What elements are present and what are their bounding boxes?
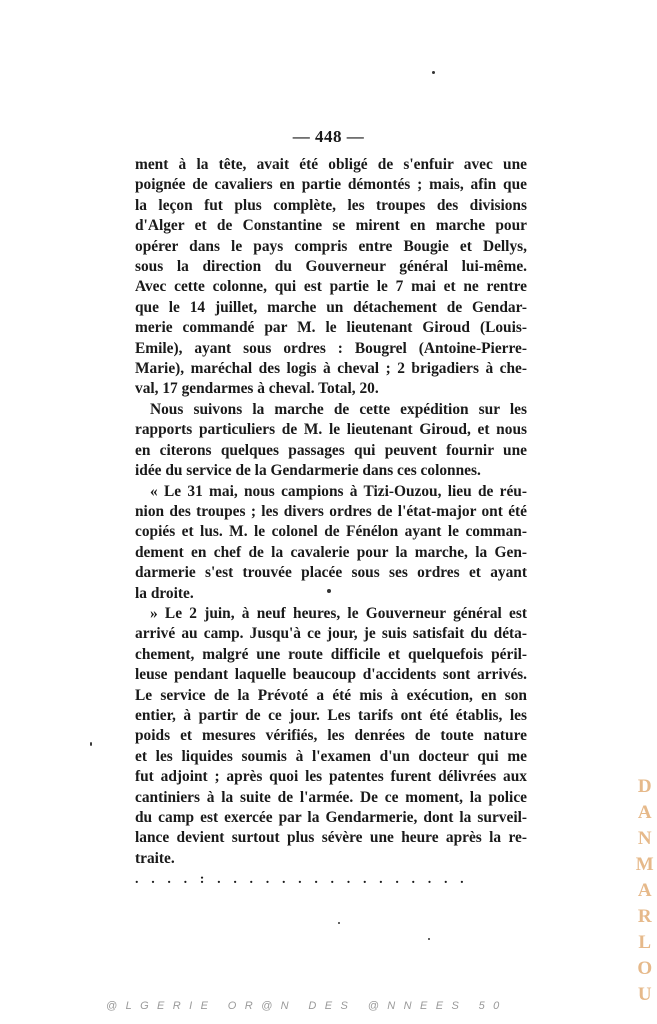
text-line: fut adjoint ; après quoi les patentes furent délivrées aux bbox=[135, 768, 527, 786]
text-line: chement, malgré une route difficile et quelquefois péril- bbox=[135, 645, 527, 663]
footer-watermark: @LGERIE OR@N DES @NNEES 50 bbox=[106, 1000, 508, 1012]
text-line: la leçon fut plus complète, les troupes des divisions bbox=[135, 196, 527, 214]
text-line: poids et mesures vérifiés, les denrées de toute nature bbox=[135, 727, 527, 745]
text-line: arrivé au camp. Jusqu'à ce jour, je suis satisfait du déta- bbox=[135, 625, 527, 643]
text-line: ment à la tête, avait été obligé de s'enfuir avec une bbox=[135, 156, 527, 173]
text-line: sous la direction du Gouverneur général lui-même. bbox=[135, 258, 527, 276]
text-line: opérer dans le pays compris entre Bougie et Dellys, bbox=[135, 237, 527, 255]
text-line: merie commandé par M. le lieutenant Giroud (Louis- bbox=[135, 319, 527, 337]
text-line: Emile), ayant sous ordres : Bougrel (Antoine-Pierre- bbox=[135, 339, 527, 357]
text-line: darmerie s'est trouvée placée sous ses ordres et ayant bbox=[135, 564, 527, 582]
text-line: nion des troupes ; les divers ordres de l'état-major ont été bbox=[135, 502, 527, 520]
text-line: d'Alger et de Constantine se mirent en marche pour bbox=[135, 217, 527, 235]
text-line: Nous suivons la marche de cette expédition sur les bbox=[150, 400, 527, 418]
print-speck bbox=[327, 589, 331, 593]
text-line: idée du service de la Gendarmerie dans ces colonnes. bbox=[135, 462, 481, 480]
text-line: dement en chef de la cavalerie pour la marche, la Gen- bbox=[135, 543, 527, 561]
text-line: lance devient surtout plus sévère une heure après la re- bbox=[135, 829, 527, 847]
text-line: rapports particuliers de M. le lieutenant Giroud, et nous bbox=[135, 421, 527, 439]
text-line: poignée de cavaliers en partie démontés ; mais, afin que bbox=[135, 176, 527, 194]
page-number: — 448 — bbox=[292, 127, 365, 146]
text-line: la droite. bbox=[135, 584, 194, 602]
text-line: entier, à partir de ce jour. Les tarifs ont été établis, les bbox=[135, 706, 527, 724]
side-watermark-text: DANMARLOU bbox=[634, 776, 656, 1010]
text-line: que le 14 juillet, marche un détachement de Gendar- bbox=[135, 298, 527, 316]
text-line: » Le 2 juin, à neuf heures, le Gouverneur général est bbox=[150, 604, 527, 622]
text-line: Avec cette colonne, qui est partie le 7 mai et ne rentre bbox=[135, 278, 527, 296]
body-text bbox=[135, 155, 527, 869]
text-line: leuse pendant laquelle beaucoup d'accidents sont arrivés. bbox=[135, 666, 527, 684]
ellipsis-row bbox=[135, 872, 527, 888]
text-line: en citerons quelques passages qui peuvent fournir une bbox=[135, 441, 527, 459]
text-line: et les liquides soumis à l'examen d'un docteur qui me bbox=[135, 747, 527, 765]
text-line: traite. bbox=[135, 849, 175, 867]
text-line: du camp est exercée par la Gendarmerie, dont la surveil- bbox=[135, 809, 527, 826]
print-speck bbox=[432, 71, 435, 74]
text-line: copiés et lus. M. le colonel de Fénélon ayant le comman- bbox=[135, 523, 527, 541]
side-watermark bbox=[632, 776, 656, 1010]
text-line: Le service de la Prévoté a été mis à exécution, en son bbox=[135, 686, 527, 704]
ellipsis-text: . . . . : . . . . . . . . . . . . . . . . bbox=[135, 872, 469, 887]
text-line: cantiniers à la suite de l'armée. De ce moment, la police bbox=[135, 788, 527, 806]
text-line: « Le 31 mai, nous campions à Tizi-Ouzou, lieu de réu- bbox=[150, 482, 527, 500]
print-speck bbox=[428, 938, 430, 940]
text-line: val, 17 gendarmes à cheval. Total, 20. bbox=[135, 380, 379, 398]
print-speck bbox=[90, 742, 92, 746]
print-speck bbox=[338, 922, 340, 924]
text-line: Marie), maréchal des logis à cheval ; 2 brigadiers à che- bbox=[135, 360, 527, 378]
